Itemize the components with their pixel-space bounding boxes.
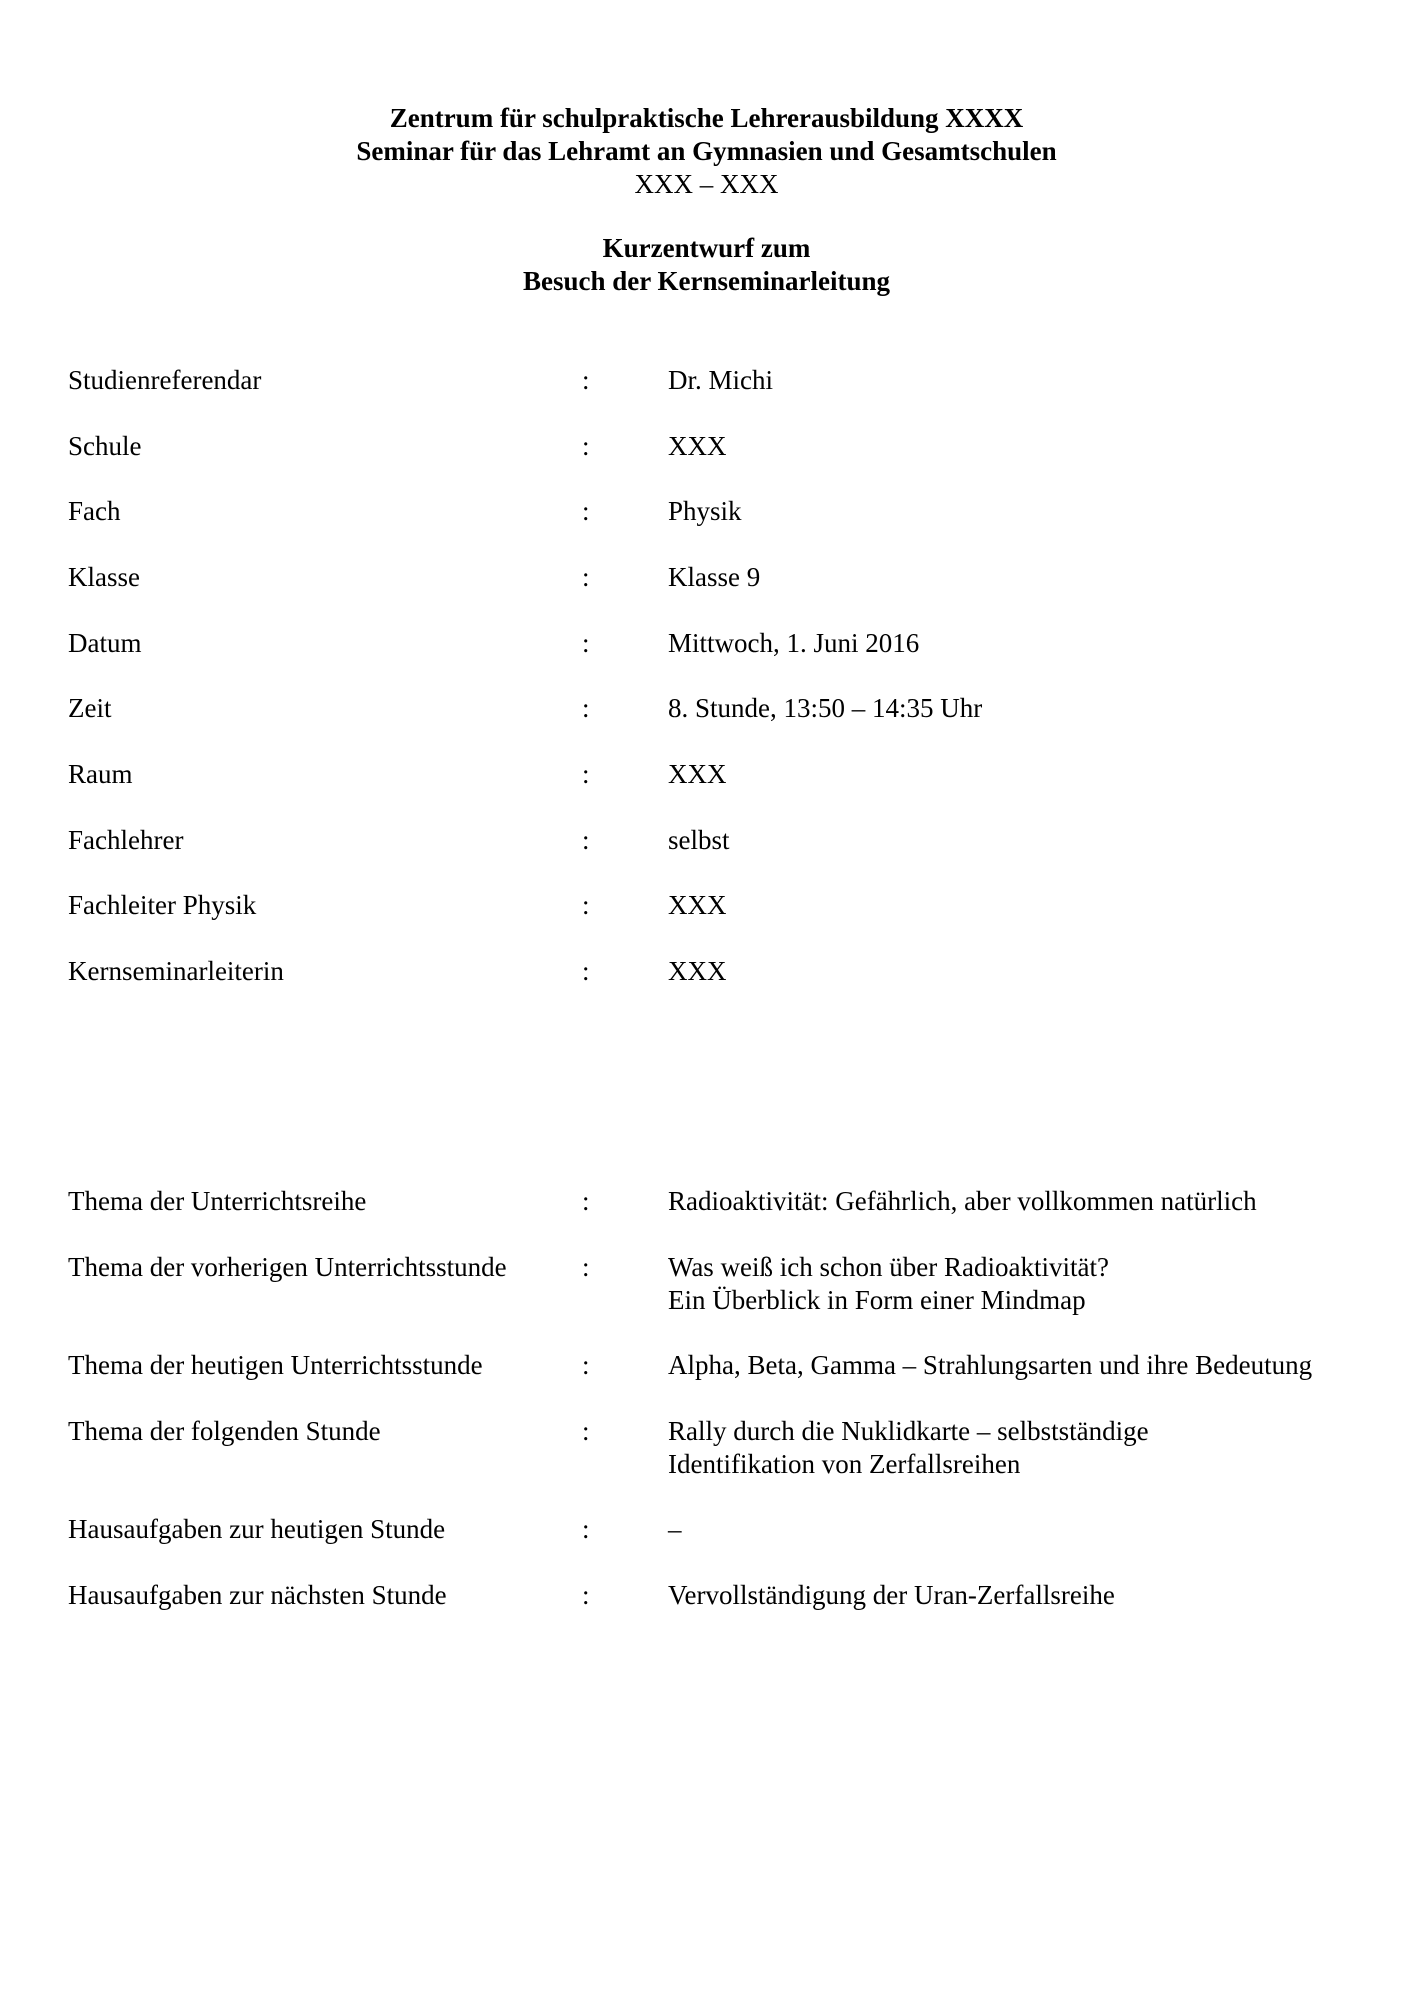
separator-colon: : [582,1252,590,1282]
info-value: 8. Stunde, 13:50 – 14:35 Uhr [668,693,983,723]
separator-colon: : [582,628,590,658]
info-value: Klasse 9 [668,562,761,592]
info-value: XXX [668,890,727,920]
topic-label: Thema der folgenden Stunde [68,1416,381,1446]
info-label: Fachlehrer [68,825,184,855]
topic-value-line: – [668,1514,682,1544]
topic-value [668,1349,1312,1382]
info-value: selbst [668,825,730,855]
separator-colon: : [582,1416,590,1446]
separator-colon: : [582,1350,590,1380]
document-title-line2: Besuch der Kernseminarleitung [523,266,890,296]
topic-value [668,1251,1109,1317]
separator-colon: : [582,759,590,789]
separator-colon: : [582,693,590,723]
separator-colon: : [582,956,590,986]
info-label: Klasse [68,562,140,592]
info-label: Fach [68,496,121,526]
topic-value-line: Rally durch die Nuklidkarte – selbstständige [668,1416,1149,1446]
separator-colon: : [582,496,590,526]
separator-colon: : [582,825,590,855]
separator-colon: : [582,1580,590,1610]
info-label: Studienreferendar [68,365,262,395]
topic-label: Thema der vorherigen Unterrichtsstunde [68,1252,507,1282]
topic-value [668,1415,1149,1481]
topic-value-line: Vervollständigung der Uran-Zerfallsreihe [668,1580,1115,1610]
topic-label: Thema der heutigen Unterrichtsstunde [68,1350,483,1380]
topic-value-line: Alpha, Beta, Gamma – Strahlungsarten und ihre Bedeutung [668,1350,1313,1380]
seminar-name: Seminar für das Lehramt an Gymnasien und Gesamtschulen [356,136,1057,166]
topic-value [668,1185,1257,1218]
info-label: Zeit [68,693,112,723]
topic-value [668,1513,682,1546]
topic-value [668,1579,1115,1612]
info-value: XXX [668,956,727,986]
topic-label: Thema der Unterrichtsreihe [68,1186,367,1216]
info-value: Mittwoch, 1. Juni 2016 [668,628,920,658]
institution-name: Zentrum für schulpraktische Lehrerausbildung XXXX [389,103,1024,133]
info-value: XXX [668,759,727,789]
info-label: Kernseminarleiterin [68,956,284,986]
info-value: Dr. Michi [668,365,773,395]
document-title [0,232,1413,298]
topic-value-line: Identifikation von Zerfallsreihen [668,1449,1021,1479]
topic-value-line: Radioaktivität: Gefährlich, aber vollkommen natürlich [668,1186,1257,1216]
topic-value-line: Ein Überblick in Form einer Mindmap [668,1285,1086,1315]
info-label: Schule [68,431,142,461]
info-value: Physik [668,496,742,526]
topic-label: Hausaufgaben zur nächsten Stunde [68,1580,447,1610]
document-title-line1: Kurzentwurf zum [602,233,811,263]
info-label: Raum [68,759,133,789]
topic-value-line: Was weiß ich schon über Radioaktivität? [668,1252,1109,1282]
institution-header [0,102,1413,201]
info-value: XXX [668,431,727,461]
separator-colon: : [582,365,590,395]
separator-colon: : [582,1514,590,1544]
info-label: Fachleiter Physik [68,890,257,920]
separator-colon: : [582,1186,590,1216]
separator-colon: : [582,890,590,920]
separator-colon: : [582,431,590,461]
separator-colon: : [582,562,590,592]
seminar-location: XXX – XXX [634,169,779,199]
topic-label: Hausaufgaben zur heutigen Stunde [68,1514,446,1544]
info-label: Datum [68,628,142,658]
